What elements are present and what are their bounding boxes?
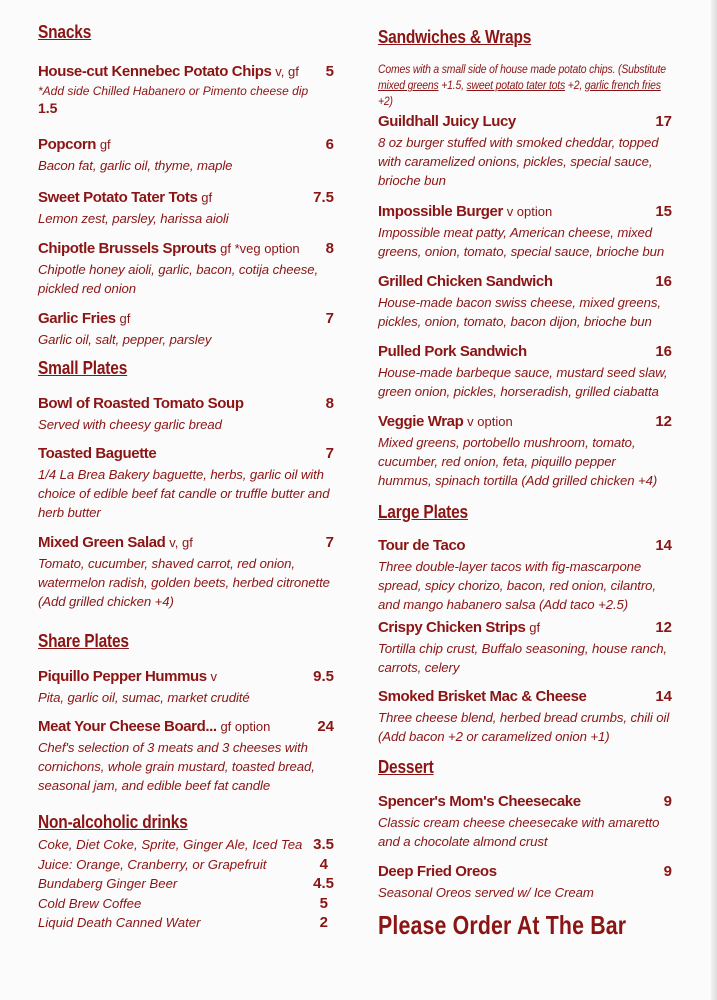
page-edge — [711, 0, 717, 1000]
item-note: gf option — [220, 719, 271, 734]
drink-price: 5 — [319, 894, 328, 912]
order-at-bar-notice: Please Order At The Bar — [378, 910, 627, 940]
item-desc: Bacon fat, garlic oil, thyme, maple — [38, 158, 233, 173]
item-desc: House-made bacon swiss cheese, mixed greens, pickles, onion, tomato, bacon dijon, brioche bun — [378, 295, 661, 329]
item-price: 8 — [325, 395, 334, 412]
drink-price: 4 — [319, 855, 328, 873]
item-name: House-cut Kennebec Potato Chips — [38, 63, 272, 80]
menu-item — [378, 343, 672, 401]
drink-name: Coke, Diet Coke, Sprite, Ginger Ale, Iced Tea — [38, 837, 303, 852]
item-name: Pulled Pork Sandwich — [378, 343, 527, 360]
item-desc: Chipotle honey aioli, garlic, bacon, cotija cheese, pickled red onion — [38, 262, 319, 296]
item-desc: Impossible meat patty, American cheese, mixed greens, onion, tomato, special sauce, brioche bun — [378, 225, 665, 259]
item-note: gf — [99, 137, 111, 152]
intro-text: Comes with a small side of house made potato chips. (Substitute — [378, 63, 666, 76]
item-name: Bowl of Roasted Tomato Soup — [38, 395, 244, 412]
item-desc: Lemon zest, parsley, harissa aioli — [38, 211, 229, 226]
item-price: 14 — [655, 688, 672, 705]
item-price: 7.5 — [313, 189, 334, 206]
item-price: 6 — [325, 136, 334, 153]
item-desc: 8 oz burger stuffed with smoked cheddar, topped with caramelized onions, pickles, special sauce, brioche bun — [378, 135, 659, 188]
item-desc: House-made barbeque sauce, mustard seed slaw, green onion, pickles, horseradish, grilled ciabatta — [378, 365, 668, 399]
item-note: v option — [467, 414, 513, 429]
substitute-price: +2, — [565, 79, 585, 92]
item-name: Chipotle Brussels Sprouts — [38, 240, 217, 257]
item-desc: Classic cream cheese cheesecake with amaretto and a chocolate almond crust — [378, 815, 660, 849]
menu-item — [38, 534, 334, 611]
section-title-large-plates: Large Plates — [378, 502, 469, 522]
item-price: 12 — [655, 413, 672, 430]
section-title-small-plates: Small Plates — [38, 358, 128, 378]
menu-item — [38, 395, 334, 434]
section-title-drinks: Non-alcoholic drinks — [38, 812, 188, 832]
item-price: 7 — [325, 445, 334, 462]
drink-price: 3.5 — [313, 836, 334, 853]
menu-item — [378, 619, 672, 677]
item-name: Mixed Green Salad — [38, 534, 166, 551]
item-note: gf — [119, 311, 131, 326]
item-price: 16 — [655, 273, 672, 290]
item-note: gf — [201, 190, 213, 205]
section-title-share-plates: Share Plates — [38, 631, 129, 651]
item-price: 12 — [655, 619, 672, 636]
item-name: Popcorn — [38, 136, 97, 153]
item-desc: Pita, garlic oil, sumac, market crudité — [38, 690, 250, 705]
drink-price: 2 — [319, 914, 328, 931]
drink-name: Bundaberg Ginger Beer — [38, 876, 178, 891]
menu-item — [38, 310, 334, 349]
item-name: Impossible Burger — [378, 203, 503, 220]
substitute-price: +2) — [378, 95, 393, 108]
section-title-sandwiches: Sandwiches & Wraps — [378, 27, 532, 47]
item-name: Deep Fried Oreos — [378, 863, 497, 880]
item-note: v — [210, 669, 218, 684]
item-name: Tour de Taco — [378, 537, 466, 554]
item-desc: Seasonal Oreos served w/ Ice Cream — [378, 885, 594, 900]
menu-item — [38, 445, 334, 522]
menu-item — [378, 863, 672, 902]
substitute-price: +1.5, — [438, 79, 467, 92]
section-title-snacks: Snacks — [38, 22, 92, 42]
item-extra-price: 1.5 — [38, 100, 58, 116]
menu-item — [38, 668, 334, 707]
drinks-list — [38, 836, 334, 934]
list-item — [38, 875, 334, 895]
item-desc: Mixed greens, portobello mushroom, tomato, cucumber, red onion, feta, piquillo pepper hummus, spinach tortilla (Add grilled chicken +4) — [378, 435, 658, 488]
menu-item — [378, 203, 672, 261]
drink-name: Liquid Death Canned Water — [38, 915, 201, 930]
item-price: 17 — [655, 113, 672, 130]
item-name: Sweet Potato Tater Tots — [38, 189, 198, 206]
item-price: 16 — [655, 343, 672, 360]
item-price: 5 — [325, 63, 334, 80]
substitute-option: garlic french fries — [584, 79, 661, 92]
item-note: v, gf — [169, 535, 193, 550]
item-price: 7 — [325, 310, 334, 327]
menu-item — [378, 537, 672, 614]
drink-name: Cold Brew Coffee — [38, 895, 142, 911]
item-price: 9.5 — [313, 668, 334, 685]
item-price: 15 — [655, 203, 672, 220]
menu-item — [378, 273, 672, 331]
item-note: gf *veg option — [220, 241, 300, 256]
item-name: Piquillo Pepper Hummus — [38, 668, 207, 685]
item-name: Grilled Chicken Sandwich — [378, 273, 553, 290]
substitute-option: sweet potato tater tots — [466, 79, 566, 92]
item-desc: *Add side Chilled Habanero or Pimento cheese dip — [38, 84, 309, 98]
item-price: 9 — [663, 863, 672, 880]
item-price: 24 — [317, 718, 334, 735]
list-item — [38, 914, 334, 934]
menu-item — [38, 63, 334, 117]
substitute-option: mixed greens — [378, 79, 439, 92]
list-item — [38, 856, 334, 876]
item-desc: Garlic oil, salt, pepper, parsley — [38, 332, 212, 347]
item-note: v option — [506, 204, 553, 219]
item-desc: Chef's selection of 3 meats and 3 cheeses with cornichons, whole grain mustard, toasted bread, seasonal jam, and edible beef fat candle — [38, 740, 315, 793]
menu-item — [378, 688, 672, 746]
section-title-dessert: Dessert — [378, 757, 434, 777]
item-price: 14 — [655, 537, 672, 554]
item-note: gf — [529, 620, 541, 635]
menu-item — [378, 793, 672, 851]
item-price: 7 — [325, 534, 334, 551]
list-item — [38, 895, 334, 915]
item-desc: Three cheese blend, herbed bread crumbs, chili oil (Add bacon +2 or caramelized onion +1) — [378, 710, 670, 744]
menu-item — [378, 113, 672, 190]
item-desc: 1/4 La Brea Bakery baguette, herbs, garlic oil with choice of edible beef fat candle or truffle butter and herb butter — [38, 467, 330, 520]
item-name: Guildhall Juicy Lucy — [378, 113, 516, 130]
item-name: Veggie Wrap — [378, 413, 464, 430]
item-note: v, gf — [275, 64, 299, 79]
item-price: 9 — [663, 793, 672, 810]
item-desc: Tomato, cucumber, shaved carrot, red onion, watermelon radish, golden beets, herbed citronette (Add grilled chicken +4) — [38, 556, 330, 609]
list-item — [38, 836, 334, 856]
item-name: Toasted Baguette — [38, 445, 157, 462]
item-name: Meat Your Cheese Board... — [38, 718, 217, 735]
item-desc: Served with cheesy garlic bread — [38, 417, 222, 432]
item-name: Crispy Chicken Strips — [378, 619, 526, 636]
menu-item — [38, 718, 334, 795]
item-desc: Three double-layer tacos with fig-mascarpone spread, spicy chorizo, bacon, red onion, cilantro, and mango habanero salsa (Add taco +2.5) — [378, 559, 656, 612]
item-name: Spencer's Mom's Cheesecake — [378, 793, 581, 810]
item-name: Garlic Fries — [38, 310, 116, 327]
menu-item — [38, 136, 334, 175]
menu-item — [38, 189, 334, 228]
menu-item — [38, 240, 334, 298]
drink-price: 4.5 — [313, 875, 334, 892]
item-price: 8 — [325, 240, 334, 257]
item-desc: Tortilla chip crust, Buffalo seasoning, house ranch, carrots, celery — [378, 641, 668, 675]
menu-item — [378, 413, 672, 490]
sandwiches-intro — [378, 62, 671, 110]
drink-name: Juice: Orange, Cranberry, or Grapefruit — [38, 856, 267, 872]
item-name: Smoked Brisket Mac & Cheese — [378, 688, 587, 705]
